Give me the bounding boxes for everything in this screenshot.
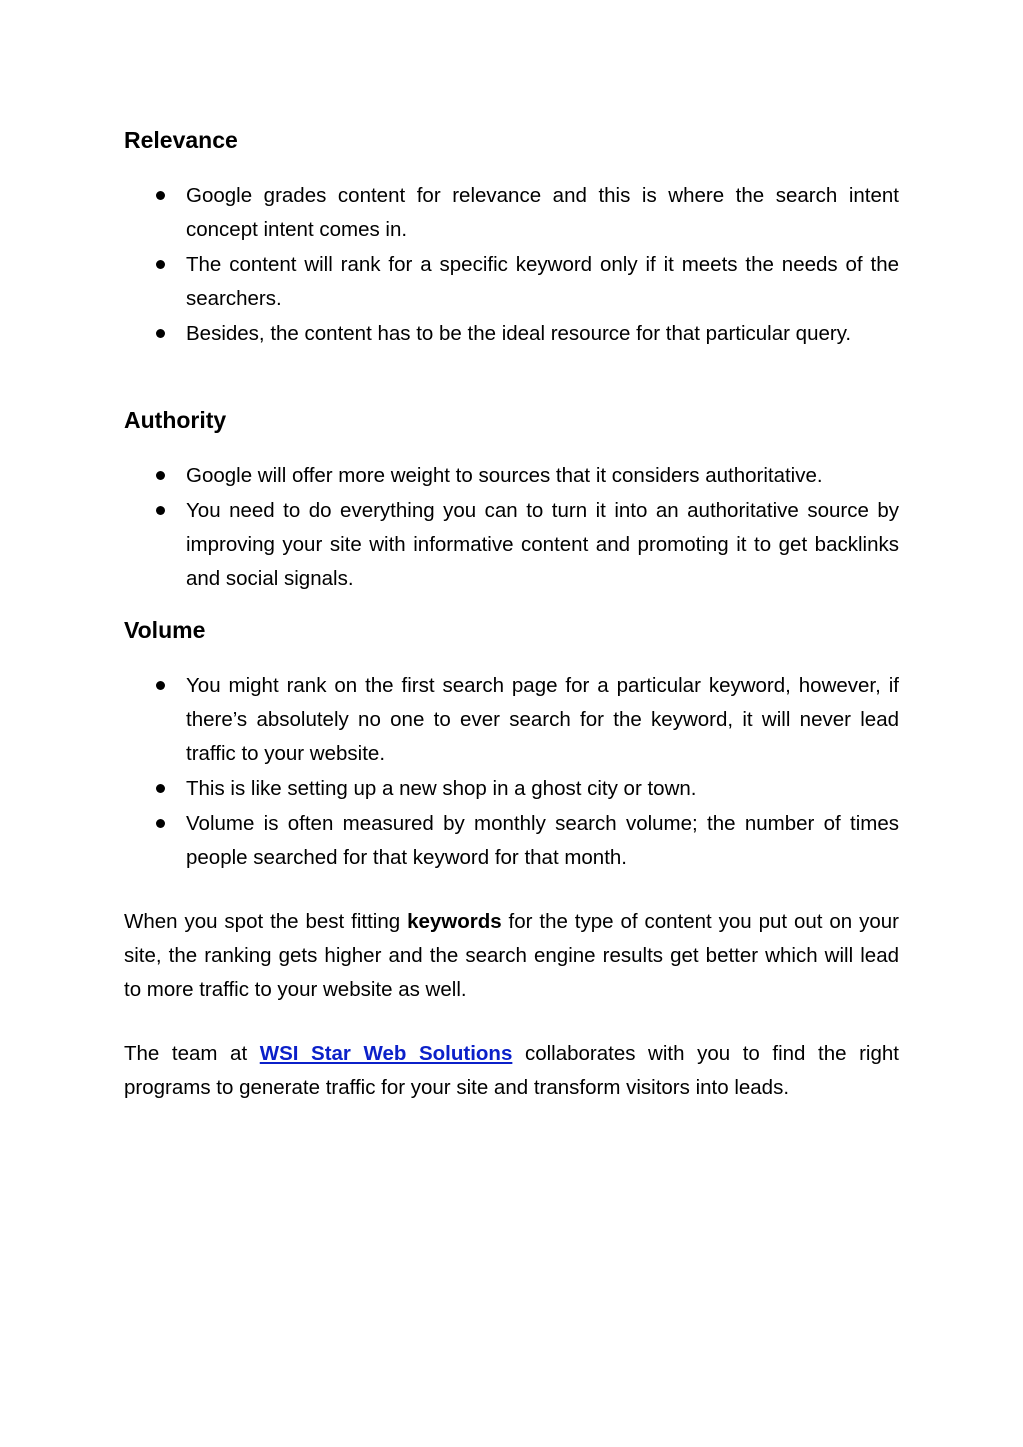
bullet-icon xyxy=(156,784,165,793)
list-item: Volume is often measured by monthly search volume; the number of times people searched for that keyword for that month. xyxy=(124,807,899,875)
bullet-icon xyxy=(156,819,165,828)
section-relevance xyxy=(124,125,899,352)
bullet-icon xyxy=(156,506,165,515)
bullet-icon xyxy=(156,329,165,338)
list-item: You might rank on the first search page for a particular keyword, however, if there’s absolutely no one to ever search for the keyword, it will never lead traffic to your website. xyxy=(124,669,899,771)
bullet-icon xyxy=(156,471,165,480)
section-volume xyxy=(124,615,899,876)
list-item: You need to do everything you can to turn it into an authoritative source by improving your site with informative content and promoting it to get backlinks and social signals. xyxy=(124,494,899,596)
list-item: Google will offer more weight to sources that it considers authoritative. xyxy=(124,459,899,493)
list-item: Google grades content for relevance and this is where the search intent concept intent comes in. xyxy=(124,179,899,247)
section-heading: Relevance xyxy=(124,127,238,153)
bullet-icon xyxy=(156,681,165,690)
keywords-bold: keywords xyxy=(407,910,502,933)
list-item: This is like setting up a new shop in a ghost city or town. xyxy=(124,772,899,806)
bullet-icon xyxy=(156,191,165,200)
list-item: The content will rank for a specific keyword only if it meets the needs of the searchers. xyxy=(124,248,899,316)
section-authority xyxy=(124,405,899,597)
list-item: Besides, the content has to be the ideal resource for that particular query. xyxy=(124,317,899,351)
section-heading: Volume xyxy=(124,617,206,643)
wsi-star-web-solutions-link[interactable]: WSI Star Web Solutions xyxy=(259,1042,513,1065)
section-heading: Authority xyxy=(124,407,227,433)
bullet-list xyxy=(124,459,899,596)
bullet-list xyxy=(124,669,899,875)
body-paragraph: When you spot the best fitting keywords for the type of content you put out on your site, the ranking gets higher and the search engine results get better which will lead to more traffic to your website as well. xyxy=(124,910,899,1001)
bullet-icon xyxy=(156,260,165,269)
closing-paragraph: The team at WSI Star Web Solutions collaborates with you to find the right programs to generate traffic for your site and transform visitors into leads. xyxy=(124,1042,899,1099)
bullet-list xyxy=(124,179,899,351)
